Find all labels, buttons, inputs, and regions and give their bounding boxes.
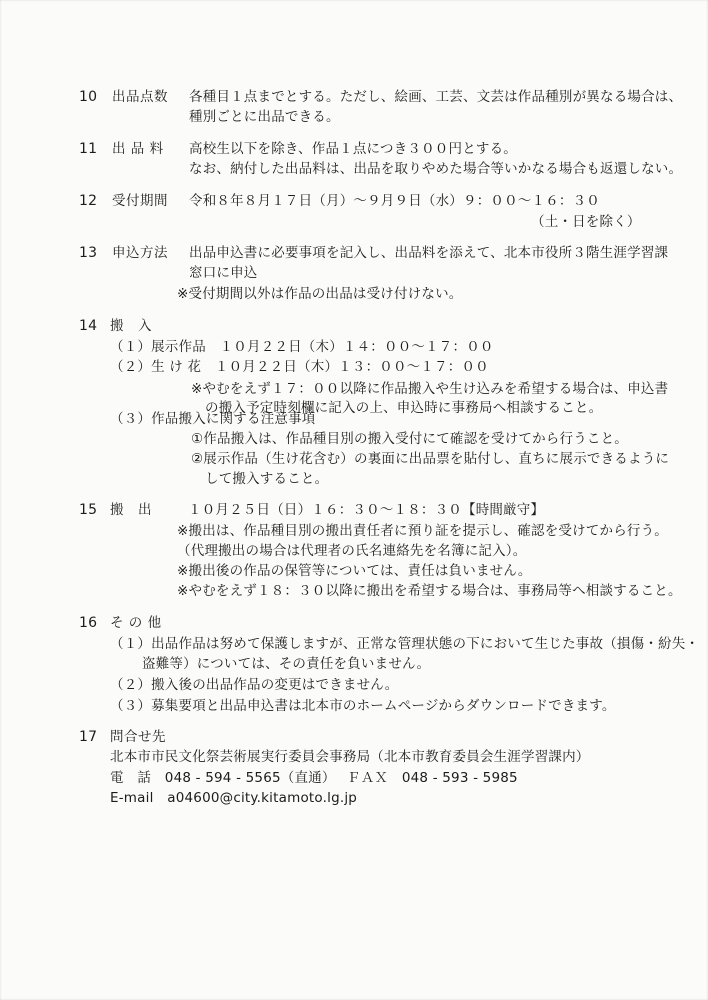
item-13-number: 13: [79, 245, 98, 261]
item-17-number: 17: [79, 729, 98, 745]
item-14-line-1: （１）展示作品 １０月２２日（木）１４：００～１７：００: [110, 339, 494, 355]
contact-phone-fax: 電 話 048 - 594 - 5565（直通） ＦＡＸ 048 - 593 - 5985: [110, 770, 518, 786]
item-14-line-7: ②展示作品（生け花含む）の裏面に出品票を貼付し、直ちに展示できるように: [191, 451, 670, 467]
item-11-number: 11: [79, 141, 98, 157]
item-16-number: 16: [79, 615, 98, 631]
item-15-label: 搬 出: [110, 502, 152, 518]
item-14-line-6: ①作品搬入は、作品種目別の搬入受付にて確認を受けてから行うこと。: [191, 431, 629, 447]
item-12-line-2: （土・日を除く）: [531, 214, 641, 230]
item-15-line-3: （代理搬出の場合は代理者の氏名連絡先を名簿に記入）。: [177, 543, 527, 559]
contact-office: 北本市市民文化祭芸術展実行委員会事務局（北本市教育委員会生涯学習課内）: [110, 749, 590, 765]
item-14-line-2: （２）生 け 花 １０月２２日（木）１３：００～１７：００: [110, 359, 489, 375]
item-10-line-1: 各種目１点までとする。ただし、絵画、工芸、文芸は作品種別が異なる場合は、: [189, 89, 683, 105]
item-16-label: そ の 他: [110, 615, 162, 631]
item-11-label: 出 品 料: [112, 141, 164, 157]
item-16-line-3: （２）搬入後の出品作品の変更はできません。: [110, 677, 399, 693]
item-14-line-5: （３）作品搬入に関する注意事項: [110, 411, 316, 427]
item-15-line-5: ※やむをえず１８：３０以降に搬出を希望する場合は、事務局等へ相談すること。: [177, 583, 682, 599]
item-16-line-4: （３）募集要項と出品申込書は北本市のホームページからダウンロードできます。: [110, 698, 616, 714]
item-11-line-1: 高校生以下を除き、作品１点につき３００円とする。: [189, 141, 517, 157]
item-13-label: 申込方法: [112, 245, 168, 261]
item-13-line-1: 出品申込書に必要事項を記入し、出品料を添えて、北本市役所３階生涯学習課: [189, 245, 669, 261]
item-13-line-2: 窓口に申込: [189, 265, 258, 281]
item-14-line-4: の搬入予定時刻欄に記入の上、申込時に事務局へ相談すること。: [205, 400, 603, 416]
item-14-label: 搬 入: [110, 318, 152, 334]
item-14-number: 14: [79, 318, 98, 334]
item-16-line-1: （１）出品作品は努めて保護しますが、正常な管理状態の下において生じた事故（損傷・紛失・: [110, 636, 700, 652]
item-16-line-2: 盗難等）については、その責任を負いません。: [142, 656, 431, 672]
item-13-line-3: ※受付期間以外は作品の出品は受け付けない。: [177, 286, 463, 302]
item-12-number: 12: [79, 193, 98, 209]
item-17-label: 問合せ先: [110, 729, 166, 745]
item-14-line-3: ※やむをえず１７：００以降に作品搬入や生け込みを希望する場合は、申込書: [191, 381, 669, 397]
item-15-line-4: ※搬出後の作品の保管等については、責任は負いません。: [177, 563, 532, 579]
item-10-line-2: 種別ごとに出品できる。: [189, 109, 340, 125]
item-15-line-1: １０月２５日（日）１６：３０～１８：３０【時間厳守】: [188, 502, 545, 518]
item-12-line-1: 令和８年８月１７日（月）～９月９日（水）９：００～１６：３０: [189, 193, 600, 209]
item-14-line-8: して搬入すること。: [205, 471, 329, 487]
item-11-line-2: なお、納付した出品料は、出品を取りやめた場合等いかなる場合も返還しない。: [189, 161, 683, 177]
item-10-number: 10: [79, 89, 98, 105]
item-12-label: 受付期間: [112, 193, 168, 209]
item-10-label: 出品点数: [112, 89, 168, 105]
contact-email: E-mail a04600@city.kitamoto.lg.jp: [110, 790, 358, 806]
item-15-line-2: ※搬出は、作品種目別の搬出責任者に預り証を提示し、確認を受けてから行う。: [177, 523, 669, 539]
item-15-number: 15: [79, 502, 98, 518]
